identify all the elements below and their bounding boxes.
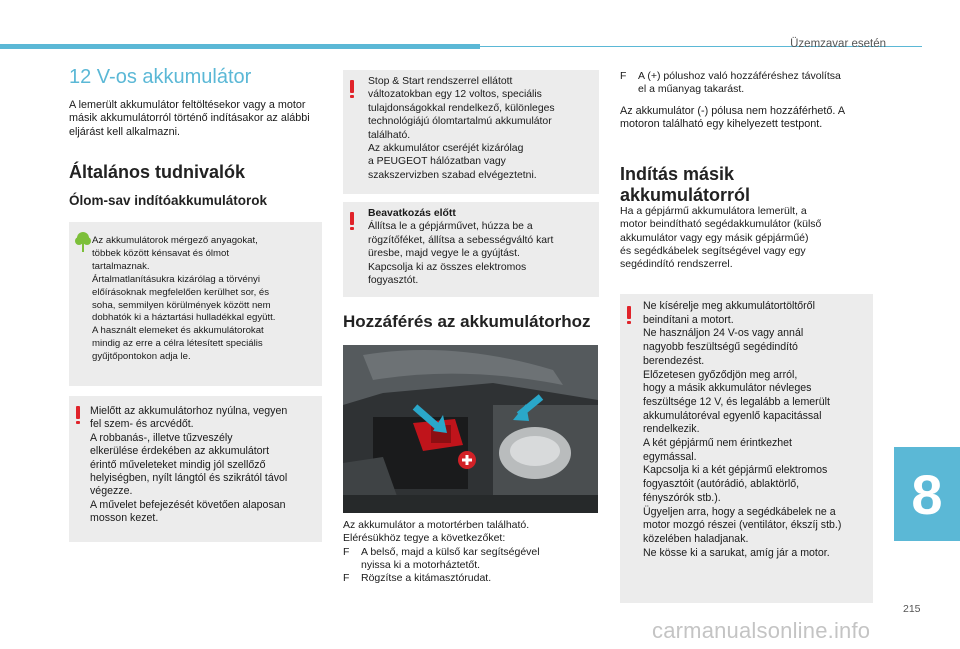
eco-line: tartalmaznak. — [92, 260, 150, 272]
warning-line: beindítani a motort. — [643, 313, 734, 326]
before-intervention-box — [343, 202, 599, 297]
warning-exclamation-icon — [349, 212, 355, 230]
heading-line: akkumulátorról — [620, 185, 751, 205]
warning-line: fényszórók stb.). — [643, 491, 721, 504]
cover-removal-step — [620, 70, 880, 97]
page-number: 215 — [903, 603, 921, 615]
step-item — [343, 546, 601, 573]
text-line: segédindító rendszerrel. — [620, 258, 733, 271]
text-line: motor beindítható segédakkumulátor (külső — [620, 218, 822, 231]
safety-warning-text — [90, 405, 314, 526]
text-line: és segédkábelek segítségével vagy egy — [620, 244, 806, 257]
step-line: nyissa ki a motorháztetőt. — [361, 558, 481, 571]
warning-line: tulajdonságokkal rendelkező, különleges — [368, 102, 555, 114]
heading-line: Indítás másik — [620, 164, 735, 184]
warning-line: elkerülése érdekében az akkumulátort — [90, 445, 270, 458]
warning-line: Kapcsolja ki az összes elektromos — [368, 261, 527, 273]
step-line: Rögzítse a kitámasztórudat. — [361, 572, 492, 585]
recycle-tree-icon — [75, 231, 91, 253]
warning-exclamation-icon — [626, 306, 632, 324]
warning-line: Stop & Start rendszerrel ellátott — [368, 76, 513, 87]
warning-line: berendezést. — [643, 354, 705, 367]
jump-start-text — [620, 205, 878, 271]
general-heading: Általános tudnivalók — [69, 162, 246, 182]
warning-line: akkumulátoréval egyenlő kapacitással — [643, 409, 822, 422]
arrow-bullet-icon: F — [620, 70, 627, 82]
before-intervention-text — [368, 207, 591, 287]
intro-text: A lemerült akkumulátor feltöltésekor vagy a motor másik akkumulátorról történő indításakor az alábbi eljárást kell alkalmazni. — [69, 99, 310, 138]
engine-bay-illustration — [343, 345, 598, 513]
warning-exclamation-icon — [349, 80, 355, 98]
step-item — [620, 70, 880, 97]
warning-line: található. — [368, 129, 411, 141]
header-accent-bar — [0, 44, 480, 49]
warning-line: hogy a másik akkumulátor névleges — [643, 382, 812, 395]
chapter-header-title: Üzemzavar esetén — [790, 38, 886, 50]
page-title: 12 V-os akkumulátor — [69, 66, 252, 88]
warning-line: A robbanás-, illetve tűzveszély — [90, 431, 233, 444]
chapter-number-tab: 8 — [894, 447, 960, 541]
stop-start-text — [368, 75, 591, 182]
jump-start-heading — [620, 164, 750, 206]
lead-acid-heading: Ólom-sav indítóakkumulátorok — [69, 193, 268, 208]
step-line: A (+) pólushoz való hozzáféréshez távolítsa — [638, 70, 841, 82]
eco-line: gyűjtőpontokon adja le. — [92, 351, 191, 363]
eco-line: Ártalmatlanításukra kizárólag a törvényi — [92, 273, 260, 285]
warning-line: Ügyeljen arra, hogy a segédkábelek ne a — [643, 505, 836, 518]
warning-line: egymással. — [643, 450, 697, 463]
warning-line: A két gépjármű nem érintkezhet — [643, 437, 792, 450]
warning-line: Ne kísérelje meg akkumulátortöltőről — [643, 300, 815, 312]
access-instructions — [343, 519, 601, 585]
warning-line: a PEUGEOT hálózatban vagy — [368, 156, 506, 168]
warning-line: Az akkumulátor cseréjét kizárólag — [368, 143, 524, 155]
warning-line: Ne használjon 24 V-os vagy annál — [643, 327, 804, 340]
text-line: Ha a gépjármű akkumulátora lemerült, a — [620, 205, 807, 217]
warning-line: nagyobb feszültségű segédindító — [643, 341, 798, 354]
eco-line: dobhatók ki a háztartási hulladékkal együtt. — [92, 312, 276, 324]
warning-line: végezze. — [90, 485, 133, 498]
warning-line: helyiségben, nyílt lángtól és szikrától távol — [90, 472, 288, 485]
box-heading: Beavatkozás előtt — [368, 208, 456, 219]
warning-line: fogyasztóit (autórádió, ablaktörlő, — [643, 478, 800, 491]
eco-line: többek között kénsavat és ólmot — [92, 247, 230, 259]
warning-line: üresbe, majd vegye le a gyújtást. — [368, 248, 520, 260]
caption-line: Elérésükhöz tegye a következőket: — [343, 532, 506, 545]
warning-line: feszültsége 12 V, és legalább a lemerült — [643, 395, 830, 408]
warning-line: Állítsa le a gépjárművet, húzza be a — [368, 221, 533, 233]
warning-line: fel szem- és arcvédőt. — [90, 418, 194, 431]
warning-line: Mielőtt az akkumulátorhoz nyúlna, vegyen — [90, 405, 288, 417]
eco-line: előírásoknak megfelelően kerülhet sor, és — [92, 286, 270, 298]
negative-terminal-text: Az akkumulátor (-) pólusa nem hozzáférhető. A motoron található egy kihelyezett testpont. — [620, 105, 845, 131]
eco-box-text — [92, 235, 314, 364]
safety-warning-box — [69, 396, 322, 542]
arrow-bullet-icon: F — [343, 545, 350, 558]
warning-line: Ne kösse ki a sarukat, amíg jár a motor. — [643, 546, 830, 559]
eco-line: A használt elemeket és akkumulátorokat — [92, 325, 264, 337]
warning-line: technológiájú ólomtartalmú akkumulátor — [368, 116, 552, 128]
jump-start-warning-box — [620, 294, 873, 603]
jump-start-warning-text — [643, 300, 865, 560]
warning-exclamation-icon — [75, 406, 81, 424]
eco-line: Az akkumulátorok mérgező anyagokat, — [92, 235, 258, 246]
engine-bay-photo — [343, 345, 598, 513]
step-line: A belső, majd a külső kar segítségével — [361, 545, 540, 558]
caption-line: Az akkumulátor a motortérben található. — [343, 519, 530, 531]
warning-line: fogyasztót. — [368, 275, 419, 287]
stop-start-warning-box — [343, 70, 599, 194]
step-item — [343, 572, 601, 585]
warning-line: érintő műveleteket mindig jól szellőző — [90, 458, 266, 471]
watermark: carmanualsonline.info — [652, 618, 871, 643]
arrow-bullet-icon: F — [343, 572, 350, 585]
warning-line: mosson kezet. — [90, 512, 159, 525]
warning-line: rögzítőféket, állítsa a sebességváltó kart — [368, 234, 554, 246]
warning-line: rendelkezik. — [643, 423, 700, 436]
access-heading: Hozzáférés az akkumulátorhoz — [343, 312, 591, 331]
warning-line: közelében haladjanak. — [643, 532, 749, 545]
warning-line: Kapcsolja ki a két gépjármű elektromos — [643, 464, 828, 477]
eco-info-box — [69, 222, 322, 386]
warning-line: A művelet befejezését követően alaposan — [90, 498, 286, 511]
eco-line: mindig az erre a célra létesített speciális — [92, 338, 263, 350]
warning-line: szakszervizben szabad elvégeztetni. — [368, 169, 537, 181]
warning-line: változatokban egy 12 voltos, speciális — [368, 89, 542, 101]
eco-line: soha, semmilyen körülmények között nem — [92, 299, 271, 311]
text-line: akkumulátor vagy egy másik gépjárműé) — [620, 231, 809, 244]
step-line: el a műanyag takarást. — [638, 83, 745, 96]
warning-line: Előzetesen győződjön meg arról, — [643, 368, 798, 381]
warning-line: motor mozgó részei (ventilátor, ékszíj stb.) — [643, 519, 842, 532]
